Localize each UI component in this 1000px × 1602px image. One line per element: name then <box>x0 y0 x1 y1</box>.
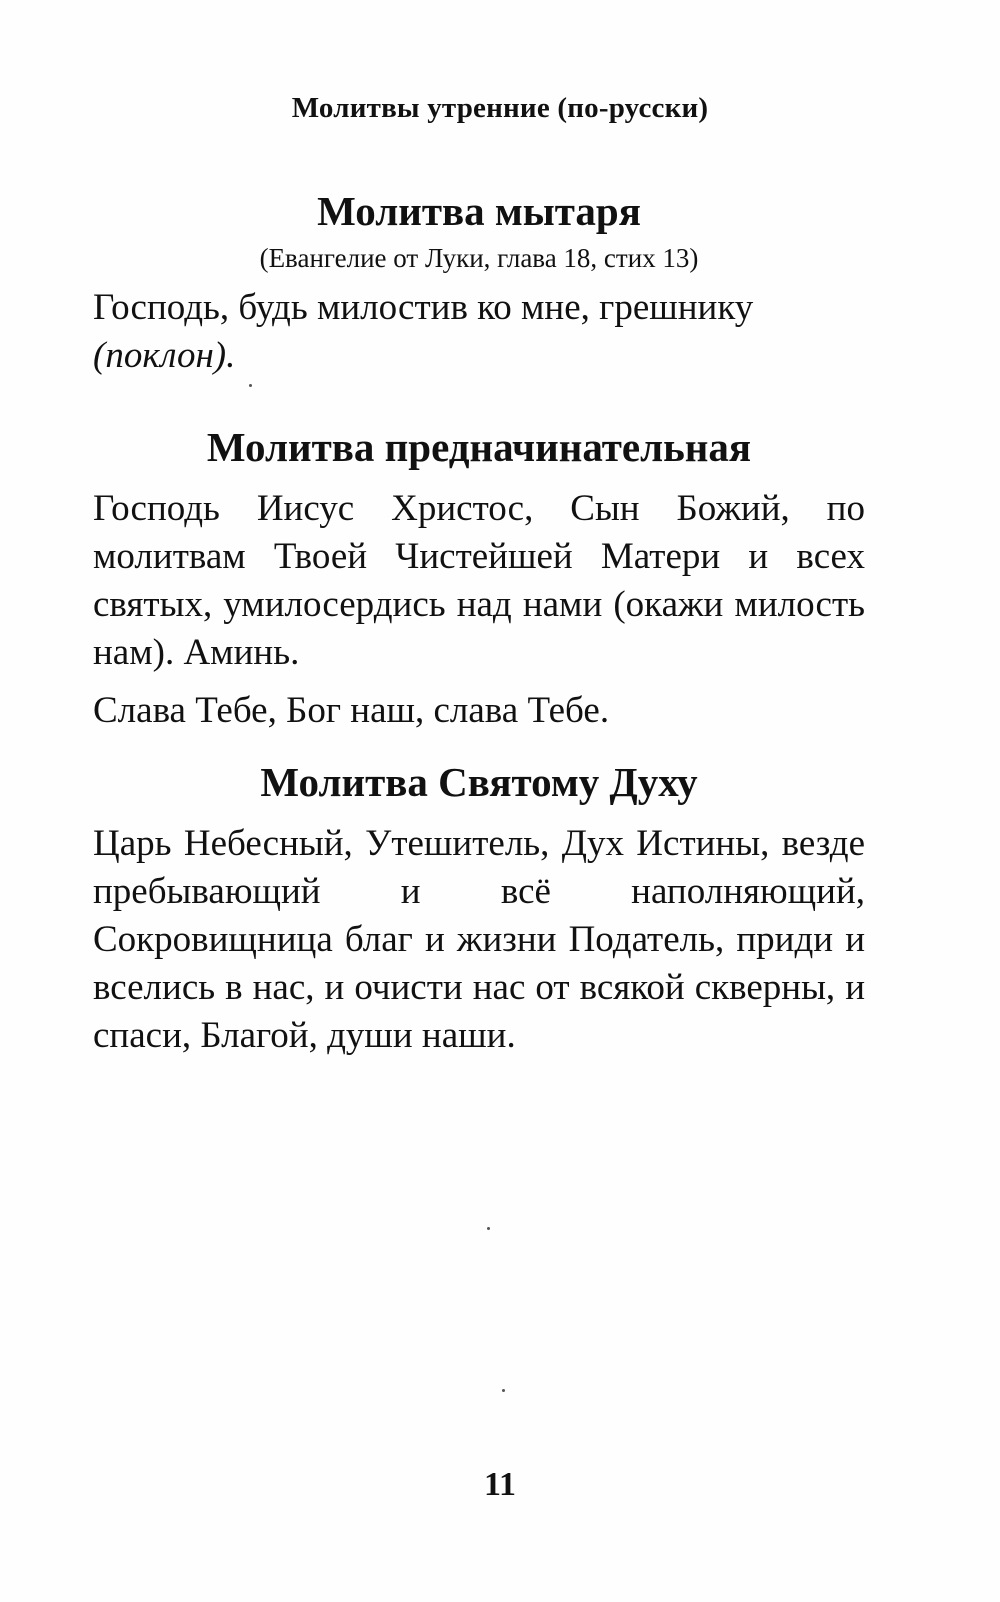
prayer-text <box>93 284 865 380</box>
prayer-note: (поклон). <box>93 335 236 377</box>
prayer-text-main: Господь, будь милостив ко мне, грешнику <box>93 287 754 329</box>
scripture-reference: (Евангелие от Луки, глава 18, стих 13) <box>259 243 699 274</box>
page-content <box>93 188 865 1060</box>
print-speck <box>502 1389 505 1392</box>
section-publican-prayer <box>93 188 865 380</box>
section-title: Молитва мытаря <box>317 188 641 234</box>
page-number: 11 <box>483 1466 517 1503</box>
running-head: Молитвы утренние (по-русски) <box>291 92 709 124</box>
section-title: Молитва предначинательная <box>206 424 752 471</box>
prayer-text: Господь Иисус Христос, Сын Божий, по молитвам Твоей Чистейшей Матери и всех святых, умилосердись над нами (окажи милость нам). Аминь. <box>93 488 865 674</box>
section-holy-spirit-prayer <box>93 759 865 1060</box>
section-title: Молитва Святому Духу <box>260 759 698 806</box>
print-speck <box>249 384 252 387</box>
section-opening-prayer <box>93 424 865 735</box>
prayer-text: Царь Небесный, Утешитель, Дух Истины, везде пребывающий и всё наполняющий, Сокровищница благ и жизни Податель, приди и вселись в нас, и очисти нас от всякой скверны, и спаси, Благой, души наши. <box>93 823 865 1057</box>
prayer-text: Слава Тебе, Бог наш, слава Тебе. <box>93 690 610 732</box>
print-speck <box>487 1227 490 1230</box>
